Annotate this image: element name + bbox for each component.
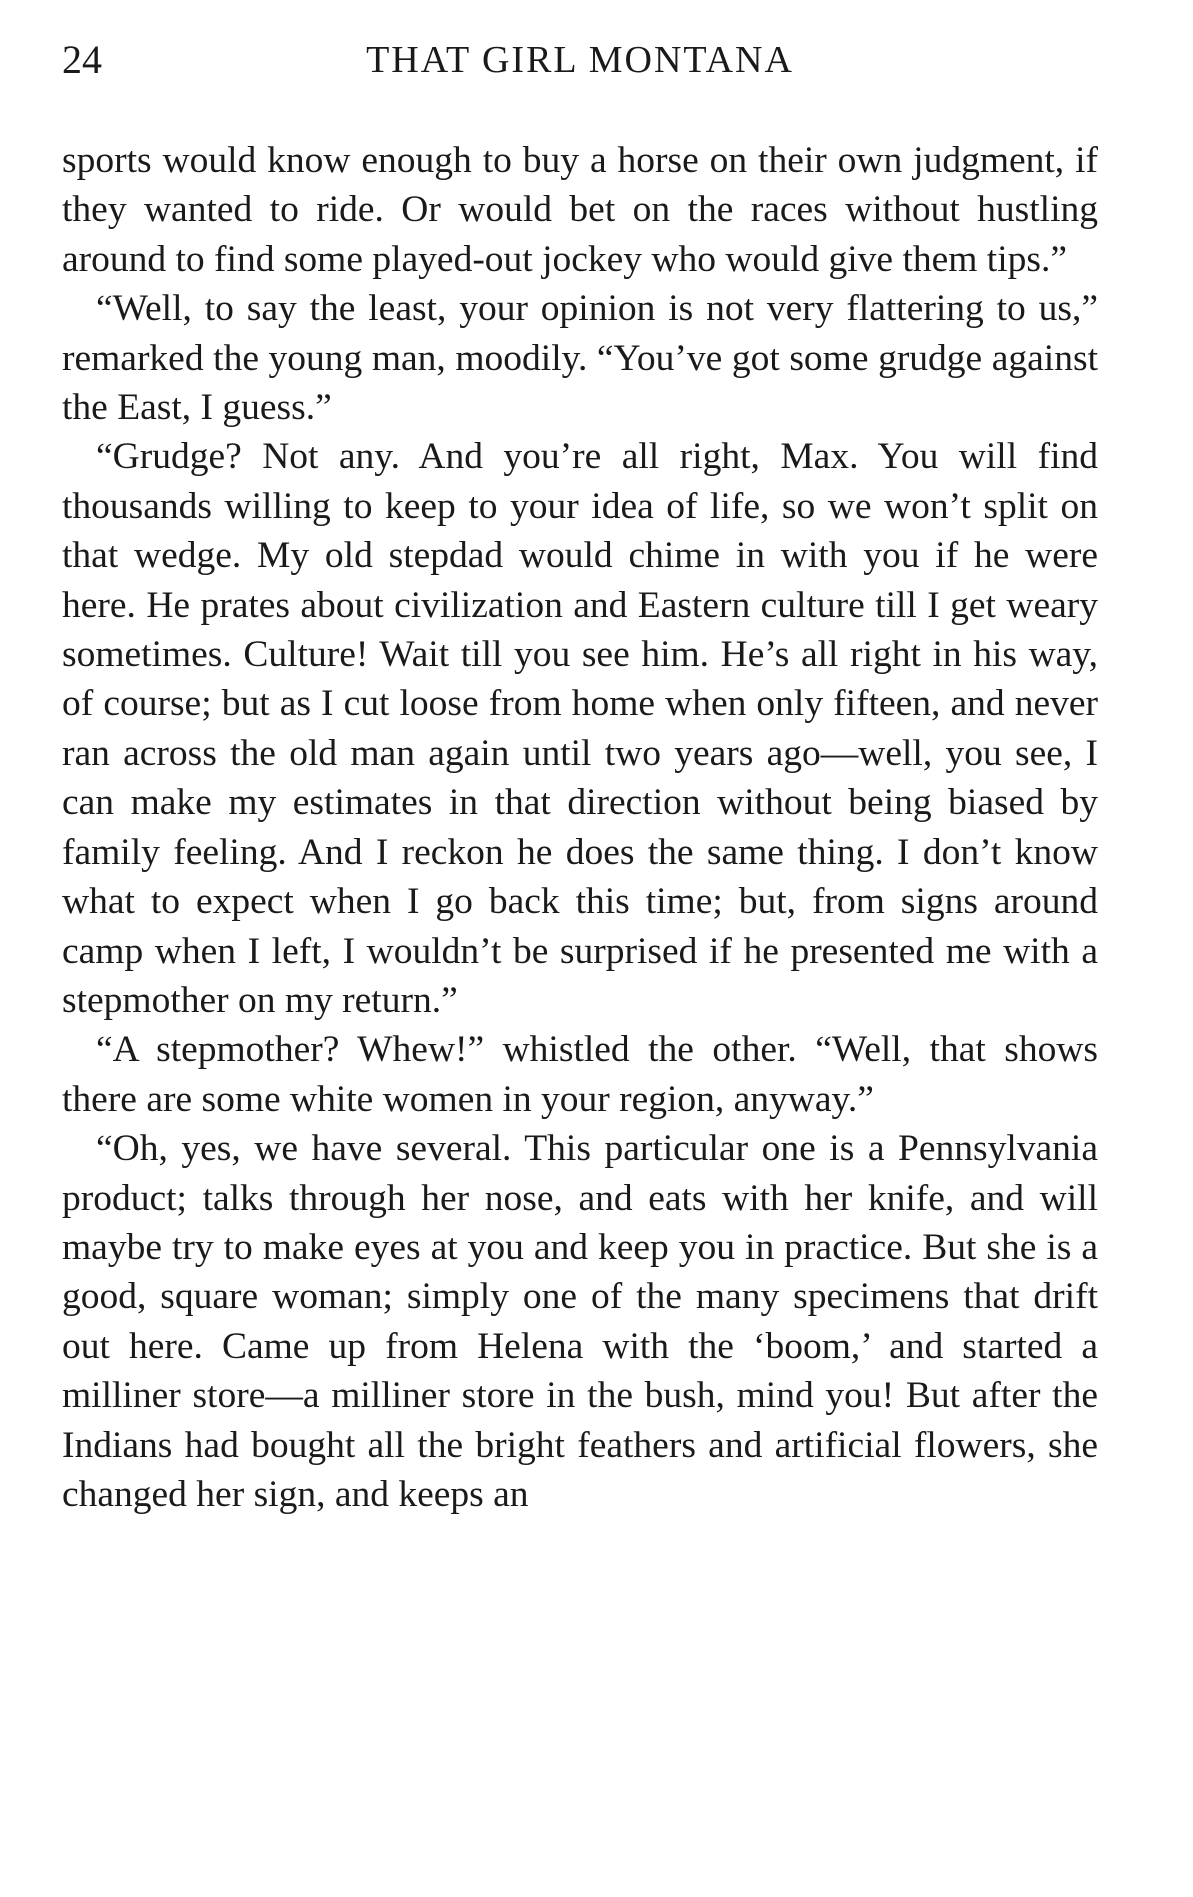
paragraph: sports would know enough to buy a horse on their own judgment, if they wanted to ride. Or would bet on the races without hustling around to find some played-out jockey who would give them tips.”: [62, 140, 1098, 280]
paragraph: “Grudge? Not any. And you’re all right, Max. You will find thousands willing to keep to your idea of life, so we won’t split on that wedge. My old stepdad would chime in with you if he were here. He prates about civilization and Eastern culture till I get weary sometimes. Culture! Wait till you see him. He’s all right in his way, of course; but as I cut loose from home when only fifteen, and never ran across the old man again until two years ago—well, you see, I can make my estimates in that direction without being biased by family feeling. And I reckon he does the same thing. I don’t know what to expect when I go back this time; but, from signs around camp when I left, I wouldn’t be surprised if he presented me with a stepmother on my return.”: [62, 436, 1098, 1021]
page-header: [62, 30, 1098, 90]
page-number: 24: [62, 37, 102, 82]
paragraph: “Well, to say the least, your opinion is not very flattering to us,” remarked the young man, moodily. “You’ve got some grudge against the East, I guess.”: [62, 288, 1098, 429]
paragraph: “A stepmother? Whew!” whistled the other. “Well, that shows there are some white women in your region, anyway.”: [62, 1029, 1098, 1120]
paragraph: “Oh, yes, we have several. This particular one is a Pennsylvania product; talks through her nose, and eats with her knife, and will maybe try to make eyes at you and keep you in practice. But she is a good, square woman; simply one of the many specimens that drift out here. Came up from Helena with the ‘boom,’ and started a milliner store—a milliner store in the bush, mind you! But after the Indians had bought all the bright feathers and artificial flowers, she changed her sign, and keeps an: [62, 1128, 1098, 1515]
body-text: [62, 136, 1098, 1519]
running-head: THAT GIRL MONTANA: [366, 39, 794, 81]
